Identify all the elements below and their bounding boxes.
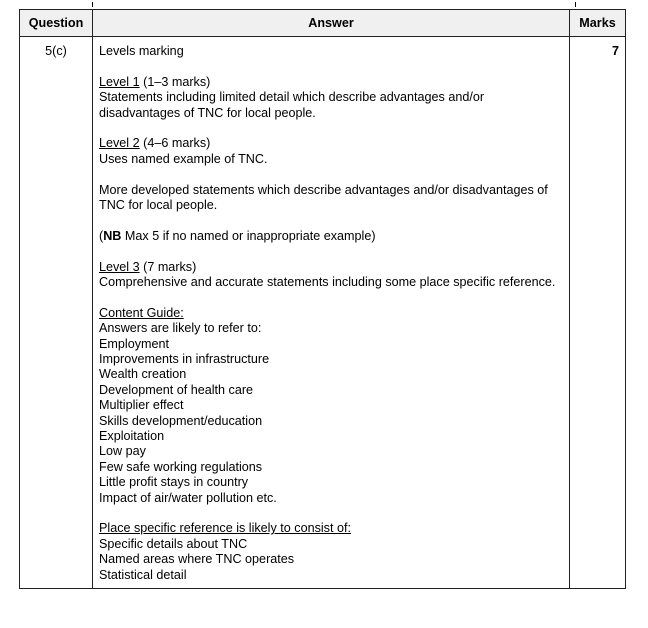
list-item: Skills development/education: [99, 413, 263, 428]
mark-scheme-table: [19, 9, 626, 589]
list-item: Named areas where TNC operates: [99, 552, 295, 567]
levels-intro: Levels marking: [99, 44, 184, 58]
column-tick: [575, 2, 576, 7]
marks-value: 7: [570, 37, 626, 589]
column-tick: [92, 2, 93, 7]
list-item: Few safe working regulations: [99, 459, 263, 474]
list-item: Wealth creation: [99, 367, 187, 382]
list-item: Impact of air/water pollution etc.: [99, 490, 277, 505]
list-item: Development of health care: [99, 382, 254, 397]
list-item: Little profit stays in country: [99, 475, 249, 490]
answer-cell: [93, 37, 570, 589]
question-number: 5(c): [20, 37, 93, 589]
list-item: Exploitation: [99, 429, 165, 444]
level-1: Level 1 (1–3 marks) Statements including limited detail which describe advantages and/or disadvantages of TNC for local people.: [99, 74, 485, 120]
list-item: Low pay: [99, 444, 146, 459]
header-question: Question: [20, 10, 93, 37]
list-item: Statistical detail: [99, 567, 187, 582]
header-answer: Answer: [93, 10, 570, 37]
place-specific: Place specific reference is likely to consist of: Specific details about TNC Named areas where TNC operates Statistical detail: [99, 521, 351, 582]
table-row: [20, 37, 626, 589]
header-marks: Marks: [570, 10, 626, 37]
content-guide: Content Guide: Answers are likely to refer to: Employment Improvements in infrastructure Wealth creation Development of health care Multiplier effect Skills development/education Exploitation Low pay Few safe working regulations Little profit stays in country Impact of air/water pollution etc.: [99, 305, 277, 505]
list-item: Multiplier effect: [99, 398, 184, 413]
header-row: [20, 10, 626, 37]
nb-note: (NB Max 5 if no named or inappropriate example): [99, 228, 376, 243]
list-item: Specific details about TNC: [99, 536, 248, 551]
list-item: Improvements in infrastructure: [99, 352, 270, 367]
level-2: Level 2 (4–6 marks) Uses named example of TNC.: [99, 136, 268, 166]
level-2-detail: More developed statements which describe advantages and/or disadvantages of TNC for local people.: [99, 182, 548, 213]
level-3: Level 3 (7 marks) Comprehensive and accurate statements including some place specific reference.: [99, 259, 556, 290]
list-item: Employment: [99, 336, 169, 351]
